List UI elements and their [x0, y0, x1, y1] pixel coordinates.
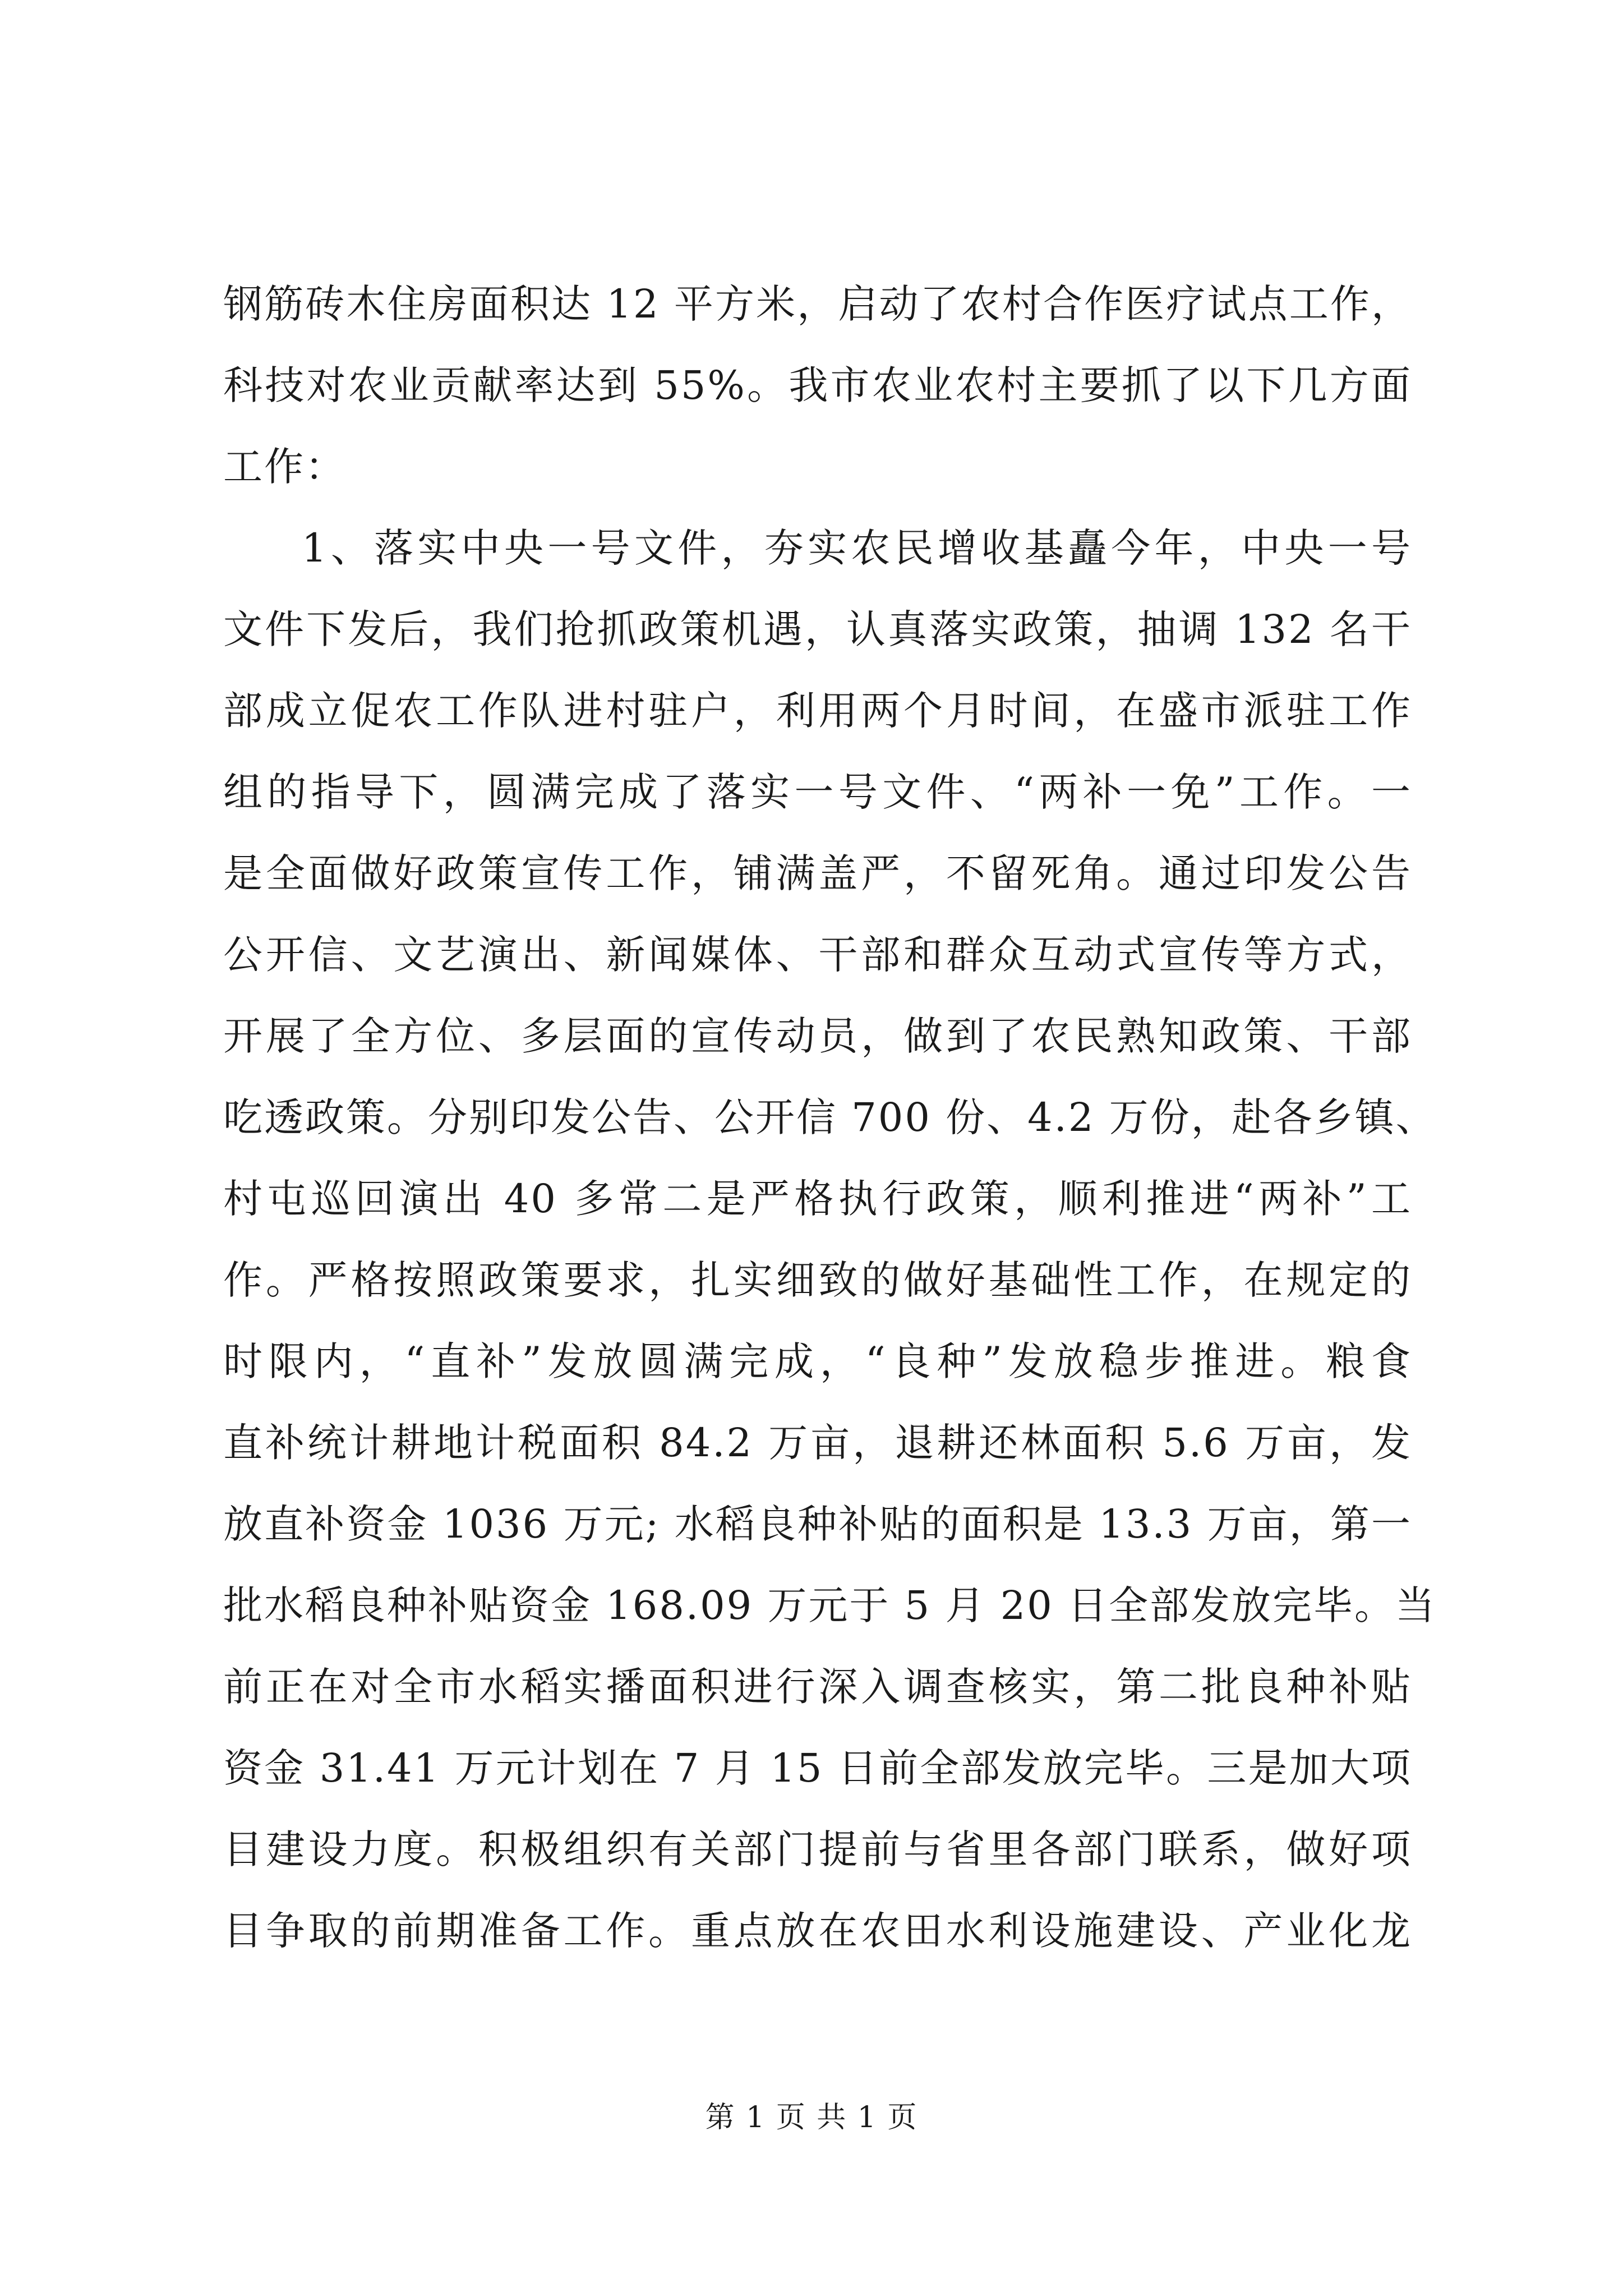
page-footer: 第 1 页 共 1 页	[705, 2101, 918, 2134]
text-line: 科技对农业贡献率达到 55%。我市农业农村主要抓了以下几方面	[223, 362, 1412, 408]
text-line: 作。严格按照政策要求，扎实细致的做好基础性工作，在规定的	[223, 1257, 1412, 1303]
text-line: 吃透政策。分别印发公告、公开信 700 份、4.2 万份，赴各乡镇、	[223, 1094, 1437, 1140]
text-line: 是全面做好政策宣传工作，铺满盖严，不留死角。通过印发公告	[223, 850, 1412, 896]
text-line: 前正在对全市水稻实播面积进行深入调查核实，第二批良种补贴	[223, 1664, 1412, 1710]
text-line: 村屯巡回演出 40 多常二是严格执行政策，顺利推进“两补”工	[223, 1176, 1412, 1222]
body-text	[223, 264, 1437, 1972]
text-line: 公开信、文艺演出、新闻媒体、干部和群众互动式宣传等方式，	[223, 932, 1412, 978]
text-line: 批水稻良种补贴资金 168.09 万元于 5 月 20 日全部发放完毕。当	[223, 1582, 1437, 1628]
text-line: 文件下发后，我们抢抓政策机遇，认真落实政策，抽调 132 名干	[223, 606, 1412, 652]
text-line: 钢筋砖木住房面积达 12 平方米，启动了农村合作医疗试点工作，	[223, 281, 1412, 327]
text-line: 部成立促农工作队进村驻户，利用两个月时间，在盛市派驻工作	[223, 688, 1412, 734]
text-line: 直补统计耕地计税面积 84.2 万亩，退耕还林面积 5.6 万亩，发	[223, 1420, 1412, 1466]
text-line: 资金 31.41 万元计划在 7 月 15 日前全部发放完毕。三是加大项	[223, 1745, 1412, 1791]
text-line: 放直补资金 1036 万元; 水稻良种补贴的面积是 13.3 万亩，第一	[223, 1501, 1412, 1547]
text-line: 工作：	[223, 444, 346, 490]
text-line: 时限内，“直补”发放圆满完成，“良种”发放稳步推进。粮食	[223, 1338, 1412, 1384]
text-line: 开展了全方位、多层面的宣传动员，做到了农民熟知政策、干部	[223, 1013, 1412, 1059]
text-line: 目争取的前期准备工作。重点放在农田水利设施建设、产业化龙	[223, 1908, 1412, 1954]
text-line: 组的指导下，圆满完成了落实一号文件、“两补一免”工作。一	[223, 769, 1412, 815]
text-line: 目建设力度。积极组织有关部门提前与省里各部门联系，做好项	[223, 1826, 1412, 1872]
paragraph-start-line: 1、落实中央一号文件，夯实农民增收基矗今年，中央一号	[302, 525, 1412, 571]
